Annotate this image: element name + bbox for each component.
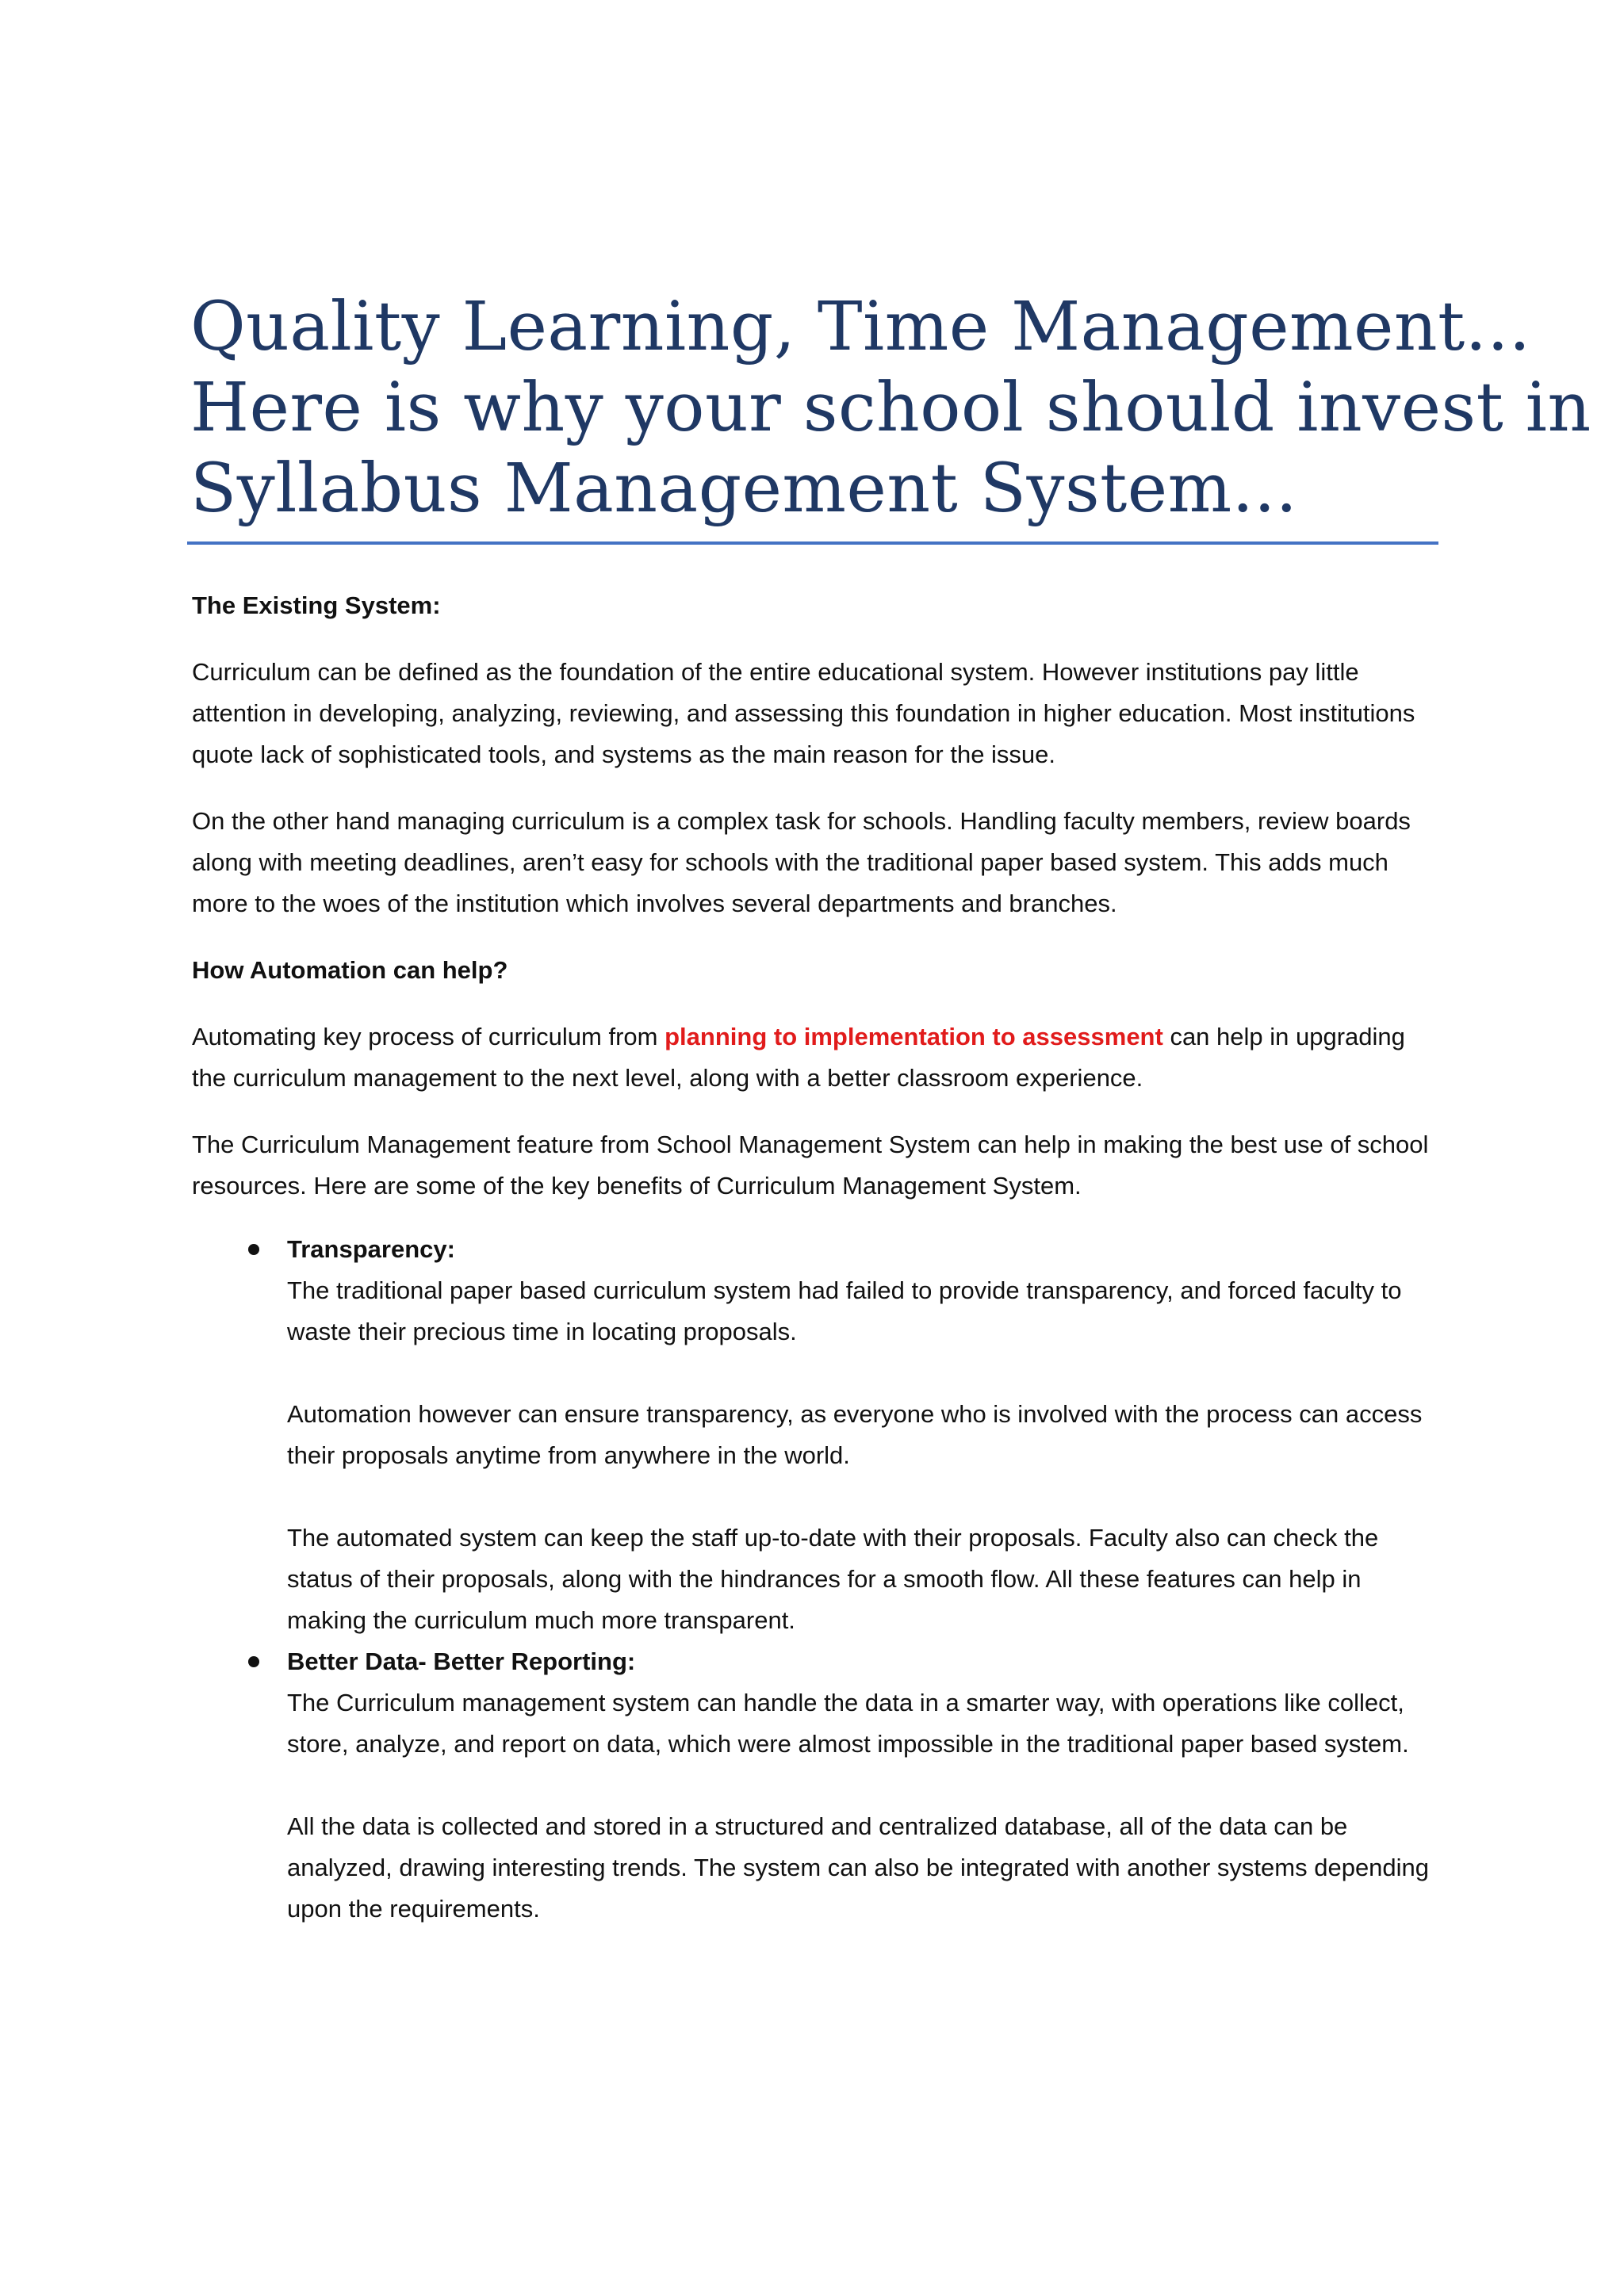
title-line-2: Here is why your school should invest in [190, 369, 1591, 447]
list-item-better-data [192, 1641, 1445, 1930]
benefits-list [192, 1229, 1445, 1930]
bullet-icon [248, 1656, 259, 1667]
automation-paragraph-1 [192, 1016, 1445, 1099]
bullet-paragraph: The traditional paper based curriculum system had failed to provide transparency, and forced faculty to waste their precious time in locating proposals. [287, 1276, 1402, 1345]
page-title [190, 287, 1591, 530]
bullet-paragraph: The automated system can keep the staff up-to-date with their proposals. Faculty also can check the status of their proposals, along with the hindrances for a smooth flow. All these features can help in making the curriculum much more transparent. [287, 1524, 1379, 1634]
bullet-title: Better Data- Better Reporting: [287, 1647, 636, 1675]
automation-heading: How Automation can help? [192, 956, 508, 984]
bullet-paragraph: Automation however can ensure transparency, as everyone who is involved with the process can access their proposals anytime from anywhere in the world. [287, 1400, 1423, 1469]
highlight-text: planning to implementation to assessment [665, 1023, 1163, 1050]
document-body [192, 585, 1445, 1930]
existing-system-heading: The Existing System: [192, 591, 441, 619]
list-item-transparency [192, 1229, 1445, 1641]
title-line-1: Quality Learning, Time Management... [190, 288, 1531, 366]
bullet-paragraph: All the data is collected and stored in a structured and centralized database, all of the data can be analyzed, drawing interesting trends. The system can also be integrated with another systems depending upon the requirements. [287, 1812, 1430, 1923]
bullet-title: Transparency: [287, 1235, 455, 1263]
title-divider [187, 541, 1438, 545]
bullet-paragraph: The Curriculum management system can handle the data in a smarter way, with operations like collect, store, analyze, and report on data, which were almost impossible in the traditional paper based system. [287, 1689, 1409, 1758]
bullet-icon [248, 1244, 259, 1255]
automation-paragraph-2: The Curriculum Management feature from School Management System can help in making the best use of school resources. Here are some of the key benefits of Curriculum Management System. [192, 1131, 1429, 1200]
automation-text-after: can help in upgrading the curriculum management to the next level, along with a better classroom experience. [192, 1023, 1405, 1092]
title-line-3: Syllabus Management System... [190, 450, 1298, 528]
existing-system-paragraph-1: Curriculum can be defined as the foundation of the entire educational system. However institutions pay little attention in developing, analyzing, reviewing, and assessing this foundation in higher education. Most institutions quote lack of sophisticated tools, and systems as the main reason for the issue. [192, 658, 1415, 768]
existing-system-paragraph-2: On the other hand managing curriculum is a complex task for schools. Handling faculty members, review boards along with meeting deadlines, aren’t easy for schools with the traditional paper based system. This adds much more to the woes of the institution which involves several departments and branches. [192, 807, 1411, 917]
automation-text-before: Automating key process of curriculum from [192, 1023, 665, 1050]
